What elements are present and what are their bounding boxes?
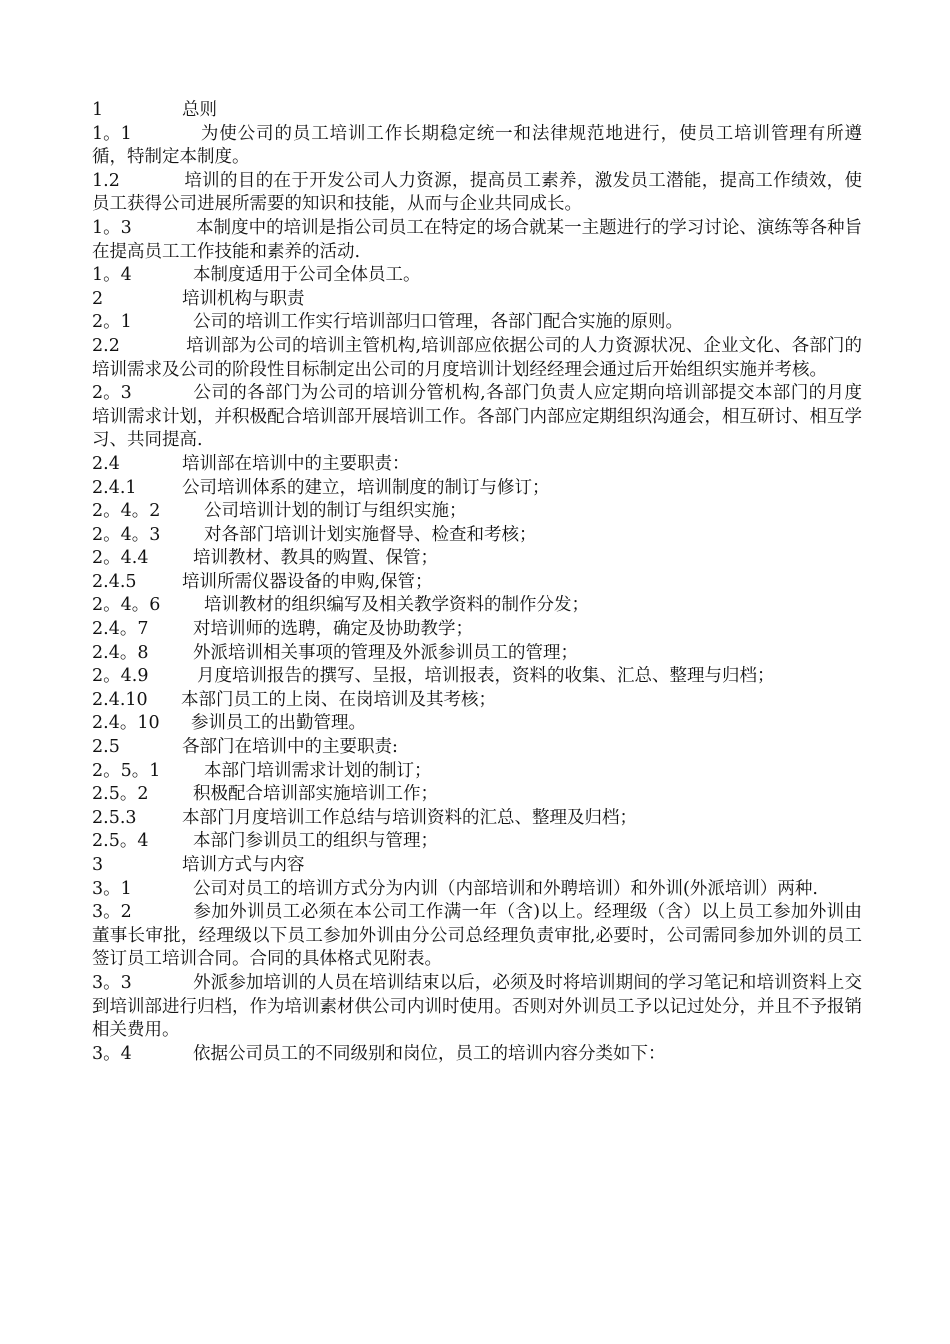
clause-number: 1。3 bbox=[92, 217, 132, 238]
clause-text: 依据公司员工的不同级别和岗位，员工的培训内容分类如下： bbox=[193, 1043, 666, 1064]
clause-text: 积极配合培训部实施培训工作； bbox=[193, 784, 438, 805]
clause-number: 2。4.9 bbox=[92, 666, 149, 687]
clause-text: 培训所需仪器设备的申购,保管； bbox=[182, 571, 433, 592]
clause-number: 2。4.4 bbox=[92, 548, 149, 569]
clause-2-5-4 bbox=[92, 830, 862, 854]
document-body bbox=[92, 99, 862, 1066]
clause-number: 3 bbox=[92, 855, 104, 875]
clause-text: 培训部在培训中的主要职责： bbox=[182, 453, 410, 474]
clause-text: 参训员工的出勤管理。 bbox=[191, 713, 366, 734]
clause-number: 1。1 bbox=[92, 123, 132, 144]
clause-text: 本部门参训员工的组织与管理； bbox=[193, 831, 438, 852]
clause-number: 2.4。7 bbox=[92, 619, 149, 640]
clause-text: 培训教材的组织编写及相关教学资料的制作分发； bbox=[204, 595, 589, 616]
clause-2-4-2 bbox=[92, 500, 862, 524]
clause-number: 1.2 bbox=[92, 170, 120, 191]
clause-2-3 bbox=[92, 382, 862, 453]
clause-number: 3。2 bbox=[92, 902, 132, 923]
clause-text: 培训方式与内容 bbox=[182, 855, 305, 875]
clause-text: 本部门员工的上岗、在岗培训及其考核； bbox=[181, 689, 496, 710]
clause-number: 2.5 bbox=[92, 737, 120, 758]
clause-number: 2 bbox=[92, 288, 104, 309]
clause-number: 2.4.10 bbox=[92, 689, 148, 710]
clause-2-4-6 bbox=[92, 594, 862, 618]
clause-3-4 bbox=[92, 1043, 862, 1067]
clause-3-3 bbox=[92, 972, 862, 1043]
clause-3 bbox=[92, 854, 862, 878]
clause-text: 培训机构与职责 bbox=[182, 288, 305, 309]
clause-2-5-3 bbox=[92, 807, 862, 831]
clause-text: 培训部为公司的培训主管机构,培训部应依据公司的人力资源状况、企业文化、各部门的培训需求及公司的阶段性目标制定出公司的月度培训计划经经理会通过后开始组织实施并考核。 bbox=[92, 335, 862, 380]
clause-text: 本制度适用于公司全体员工。 bbox=[193, 265, 421, 286]
clause-2-4-9 bbox=[92, 665, 862, 689]
clause-1-1 bbox=[92, 123, 862, 170]
clause-number: 2.4.5 bbox=[92, 571, 137, 592]
clause-2-5-1 bbox=[92, 760, 862, 784]
clause-text: 本制度中的培训是指公司员工在特定的场合就某一主题进行的学习讨论、演练等各种旨在提高员工工作技能和素养的活动. bbox=[92, 217, 862, 262]
clause-2-4 bbox=[92, 453, 862, 477]
clause-2-4-7 bbox=[92, 618, 862, 642]
clause-1 bbox=[92, 99, 862, 123]
clause-text: 为使公司的员工培训工作长期稳定统一和法律规范地进行，使员工培训管理有所遵循，特制定本制度。 bbox=[92, 123, 862, 168]
clause-2-4-10b bbox=[92, 712, 862, 736]
clause-number: 1 bbox=[92, 100, 104, 120]
clause-2-4-3 bbox=[92, 524, 862, 548]
clause-1-2 bbox=[92, 170, 862, 217]
clause-number: 2.4。8 bbox=[92, 642, 149, 663]
clause-number: 2.5.3 bbox=[92, 807, 137, 828]
clause-number: 2.4.1 bbox=[92, 477, 137, 498]
clause-number: 3。3 bbox=[92, 972, 132, 993]
clause-2-4-8 bbox=[92, 642, 862, 666]
clause-number: 3。1 bbox=[92, 878, 132, 899]
clause-number: 2.4。10 bbox=[92, 713, 160, 734]
clause-text: 公司的各部门为公司的培训分管机构,各部门负责人应定期向培训部提交本部门的月度培训需求计划，并积极配合培训部开展培训工作。各部门内部应定期组织沟通会，相互研讨、相互学习、共同提高. bbox=[92, 383, 862, 451]
clause-number: 1。4 bbox=[92, 265, 132, 286]
clause-1-4 bbox=[92, 264, 862, 288]
clause-number: 2。4。6 bbox=[92, 595, 161, 616]
clause-number: 2.2 bbox=[92, 335, 120, 356]
clause-2-4-1 bbox=[92, 477, 862, 501]
clause-number: 2。1 bbox=[92, 312, 132, 333]
clause-number: 3。4 bbox=[92, 1043, 132, 1064]
clause-text: 对各部门培训计划实施督导、检查和考核； bbox=[204, 524, 537, 545]
clause-2-4-4 bbox=[92, 547, 862, 571]
clause-text: 公司培训计划的制订与组织实施； bbox=[204, 501, 467, 522]
clause-number: 2。4。3 bbox=[92, 524, 161, 545]
clause-number: 2.5。4 bbox=[92, 831, 149, 852]
clause-2-2 bbox=[92, 335, 862, 382]
clause-number: 2。3 bbox=[92, 383, 132, 404]
clause-1-3 bbox=[92, 217, 862, 264]
clause-number: 2。4。2 bbox=[92, 501, 161, 522]
clause-2-4-5 bbox=[92, 571, 862, 595]
clause-number: 2。5。1 bbox=[92, 760, 161, 781]
clause-number: 2.4 bbox=[92, 453, 120, 474]
clause-text: 本部门培训需求计划的制订； bbox=[204, 760, 432, 781]
clause-text: 培训的目的在于开发公司人力资源，提高员工素养，激发员工潜能，提高工作绩效，使员工获得公司进展所需要的知识和技能，从而与企业共同成长。 bbox=[92, 170, 862, 215]
clause-text: 公司的培训工作实行培训部归口管理，各部门配合实施的原则。 bbox=[193, 312, 683, 333]
clause-2-5 bbox=[92, 736, 862, 760]
clause-text: 各部门在培训中的主要职责: bbox=[182, 737, 398, 758]
clause-2-5-2 bbox=[92, 783, 862, 807]
clause-text: 公司对员工的培训方式分为内训（内部培训和外聘培训）和外训(外派培训）两种. bbox=[193, 878, 818, 899]
clause-3-2 bbox=[92, 901, 862, 972]
clause-2-1 bbox=[92, 311, 862, 335]
clause-text: 外派参加培训的人员在培训结束以后，必须及时将培训期间的学习笔记和培训资料上交到培训部进行归档，作为培训素材供公司内训时使用。否则对外训员工予以记过处分，并且不予报销相关费用。 bbox=[92, 972, 862, 1041]
clause-text: 总则 bbox=[182, 100, 217, 120]
clause-text: 参加外训员工必须在本公司工作满一年（含)以上。经理级（含）以上员工参加外训由董事长审批，经理级以下员工参加外训由分公司总经理负责审批,必要时，公司需同参加外训的员工签订员工培训合同。合同的具体格式见附表。 bbox=[92, 902, 862, 970]
clause-text: 本部门月度培训工作总结与培训资料的汇总、整理及归档； bbox=[182, 807, 637, 828]
clause-text: 公司培训体系的建立，培训制度的制订与修订； bbox=[182, 477, 550, 498]
clause-number: 2.5。2 bbox=[92, 784, 149, 805]
clause-text: 培训教材、教具的购置、保管； bbox=[193, 548, 438, 569]
clause-2 bbox=[92, 288, 862, 312]
clause-2-4-10a bbox=[92, 689, 862, 713]
clause-text: 对培训师的选聘，确定及协助教学； bbox=[193, 619, 473, 640]
clause-3-1 bbox=[92, 878, 862, 902]
clause-text: 月度培训报告的撰写、呈报，培训报表，资料的收集、汇总、整理与归档； bbox=[197, 666, 775, 687]
clause-text: 外派培训相关事项的管理及外派参训员工的管理； bbox=[193, 642, 578, 663]
